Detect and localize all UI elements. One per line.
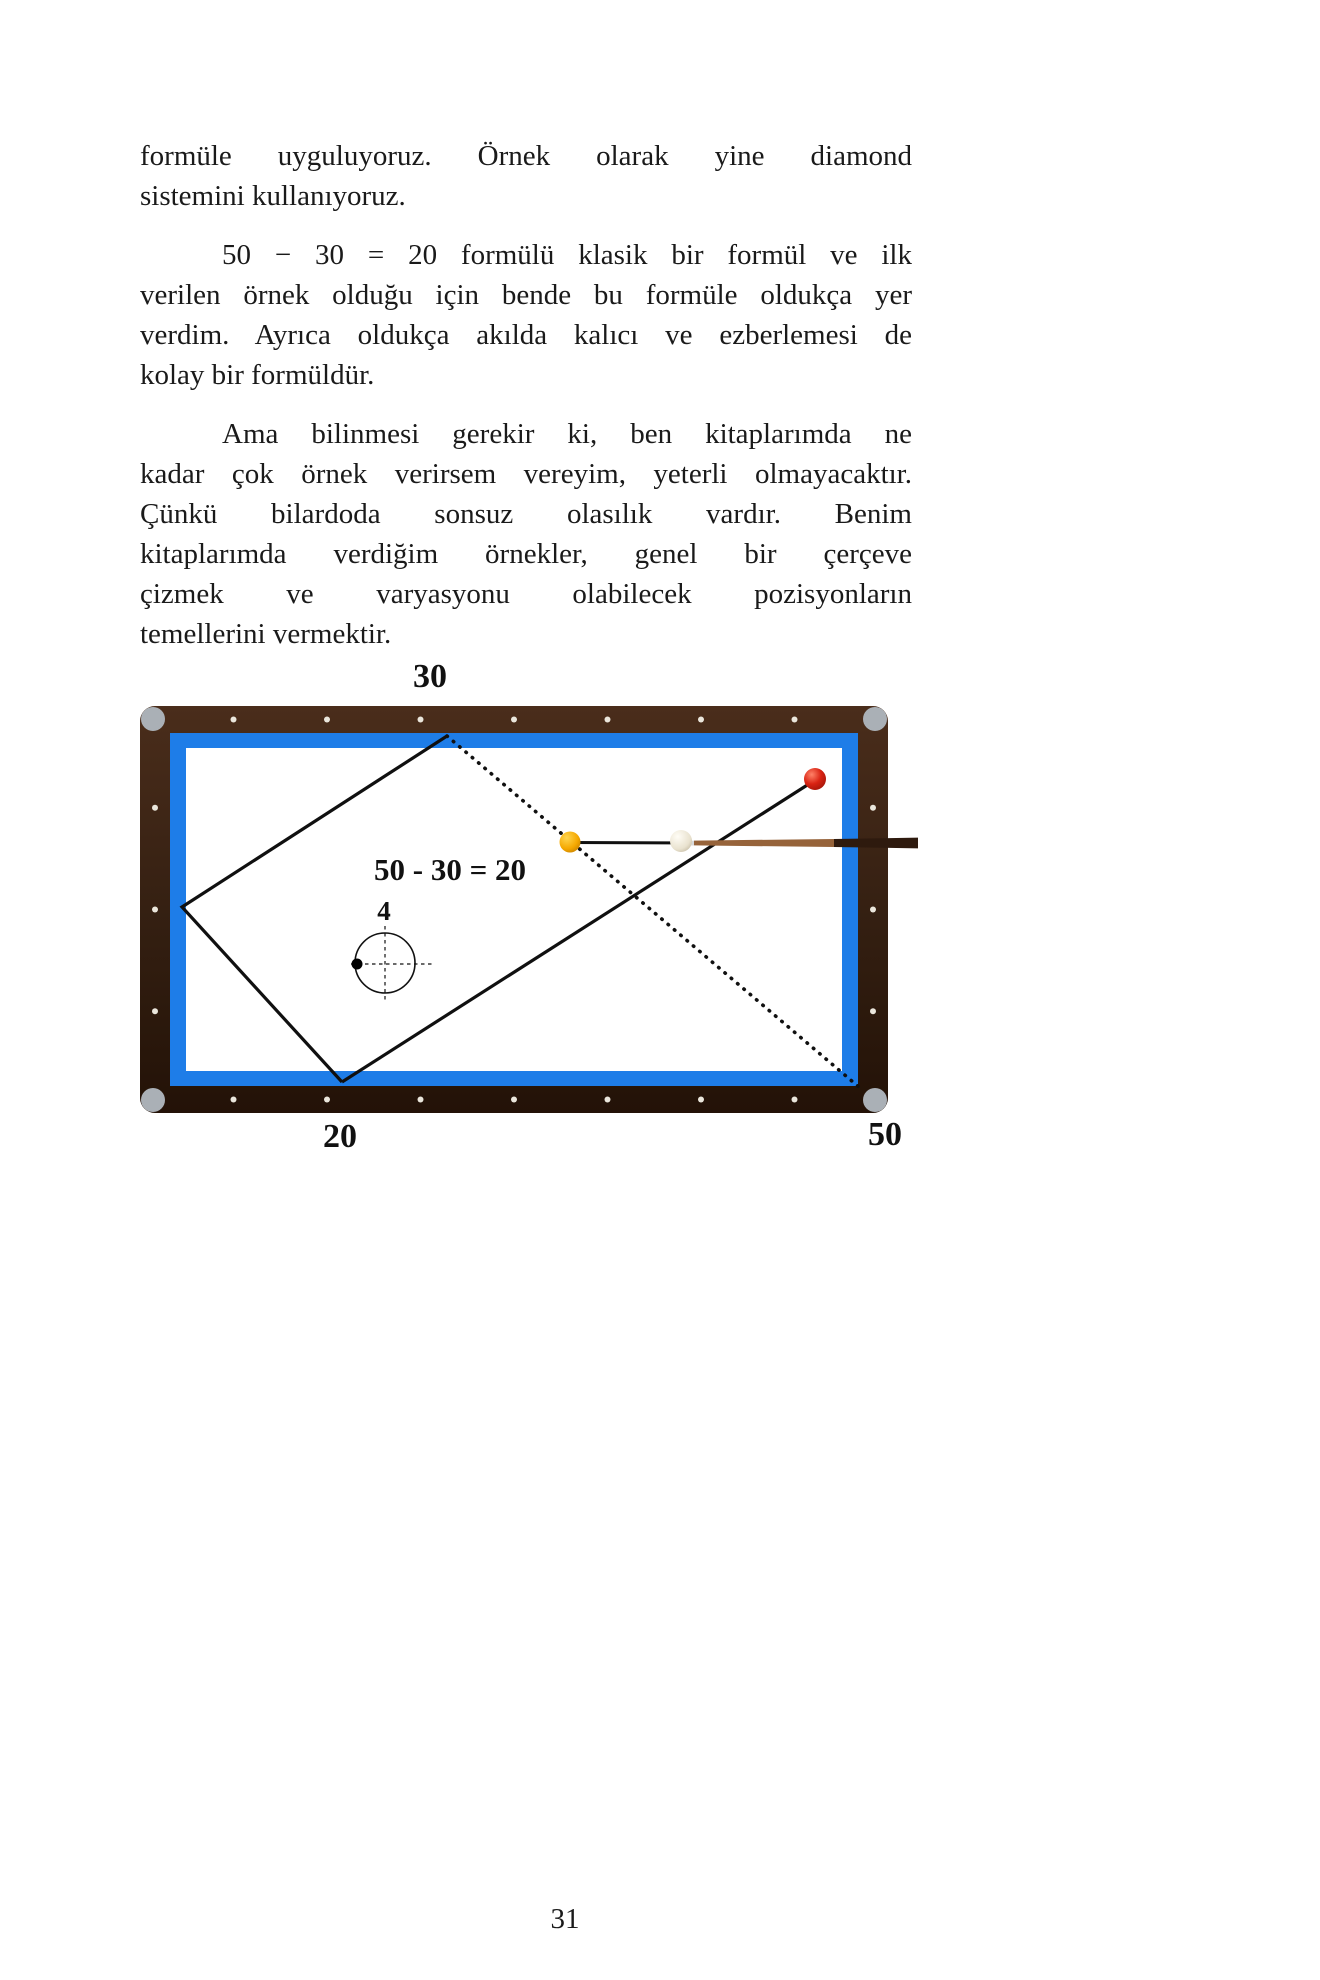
text-line: temellerini vermektir.: [140, 618, 392, 650]
diagram-label-top: 30: [413, 658, 447, 695]
corner-cap: [863, 1088, 887, 1112]
paragraph-3: [140, 414, 912, 654]
red-ball: [804, 768, 826, 790]
text-line: verdim. Ayrıca oldukça akılda kalıcı ve ezberlemesi de: [140, 319, 912, 351]
text-line: Ama bilinmesi gerekir ki, ben kitaplarımda ne: [222, 418, 912, 450]
cue-white-ball: [670, 830, 692, 852]
text-line: çizmek ve varyasyonu olabilecek pozisyonların: [140, 578, 912, 610]
billiard-diagram: [140, 658, 920, 1155]
corner-cap: [141, 707, 165, 731]
text-line: 50 − 30 = 20 formülü klasik bir formül ve ilk: [222, 239, 912, 271]
text-line: kadar çok örnek verirsem vereyim, yeterli olmayacaktır.: [140, 458, 912, 490]
text-line: Çünkü bilardoda sonsuz olasılık vardır. Benim: [140, 498, 912, 530]
text-line: sistemini kullanıyoruz.: [140, 180, 406, 212]
text-line: kolay bir formüldür.: [140, 359, 375, 391]
body-text: [140, 136, 912, 654]
text-line: verilen örnek olduğu için bende bu formüle oldukça yer: [140, 279, 912, 311]
table-surface: [186, 748, 842, 1071]
page-number: 31: [550, 1903, 580, 1935]
position-number-label: 4: [377, 896, 391, 926]
contact-point-dot: [352, 959, 363, 970]
diagram-formula: 50 - 30 = 20: [374, 852, 526, 887]
paragraph-1: [140, 136, 912, 216]
corner-cap: [863, 707, 887, 731]
diagram-label-bottom-left: 20: [323, 1118, 357, 1155]
yellow-ball: [560, 832, 581, 853]
text-line: formüle uyguluyoruz. Örnek olarak yine diamond: [140, 140, 912, 172]
diagram-label-bottom-right: 50: [868, 1116, 902, 1153]
cue-butt: [834, 838, 918, 849]
text-line: kitaplarımda verdiğim örnekler, genel bir çerçeve: [140, 538, 912, 570]
corner-cap: [141, 1088, 165, 1112]
paragraph-2: [140, 235, 912, 395]
billiard-table: [140, 706, 920, 1113]
